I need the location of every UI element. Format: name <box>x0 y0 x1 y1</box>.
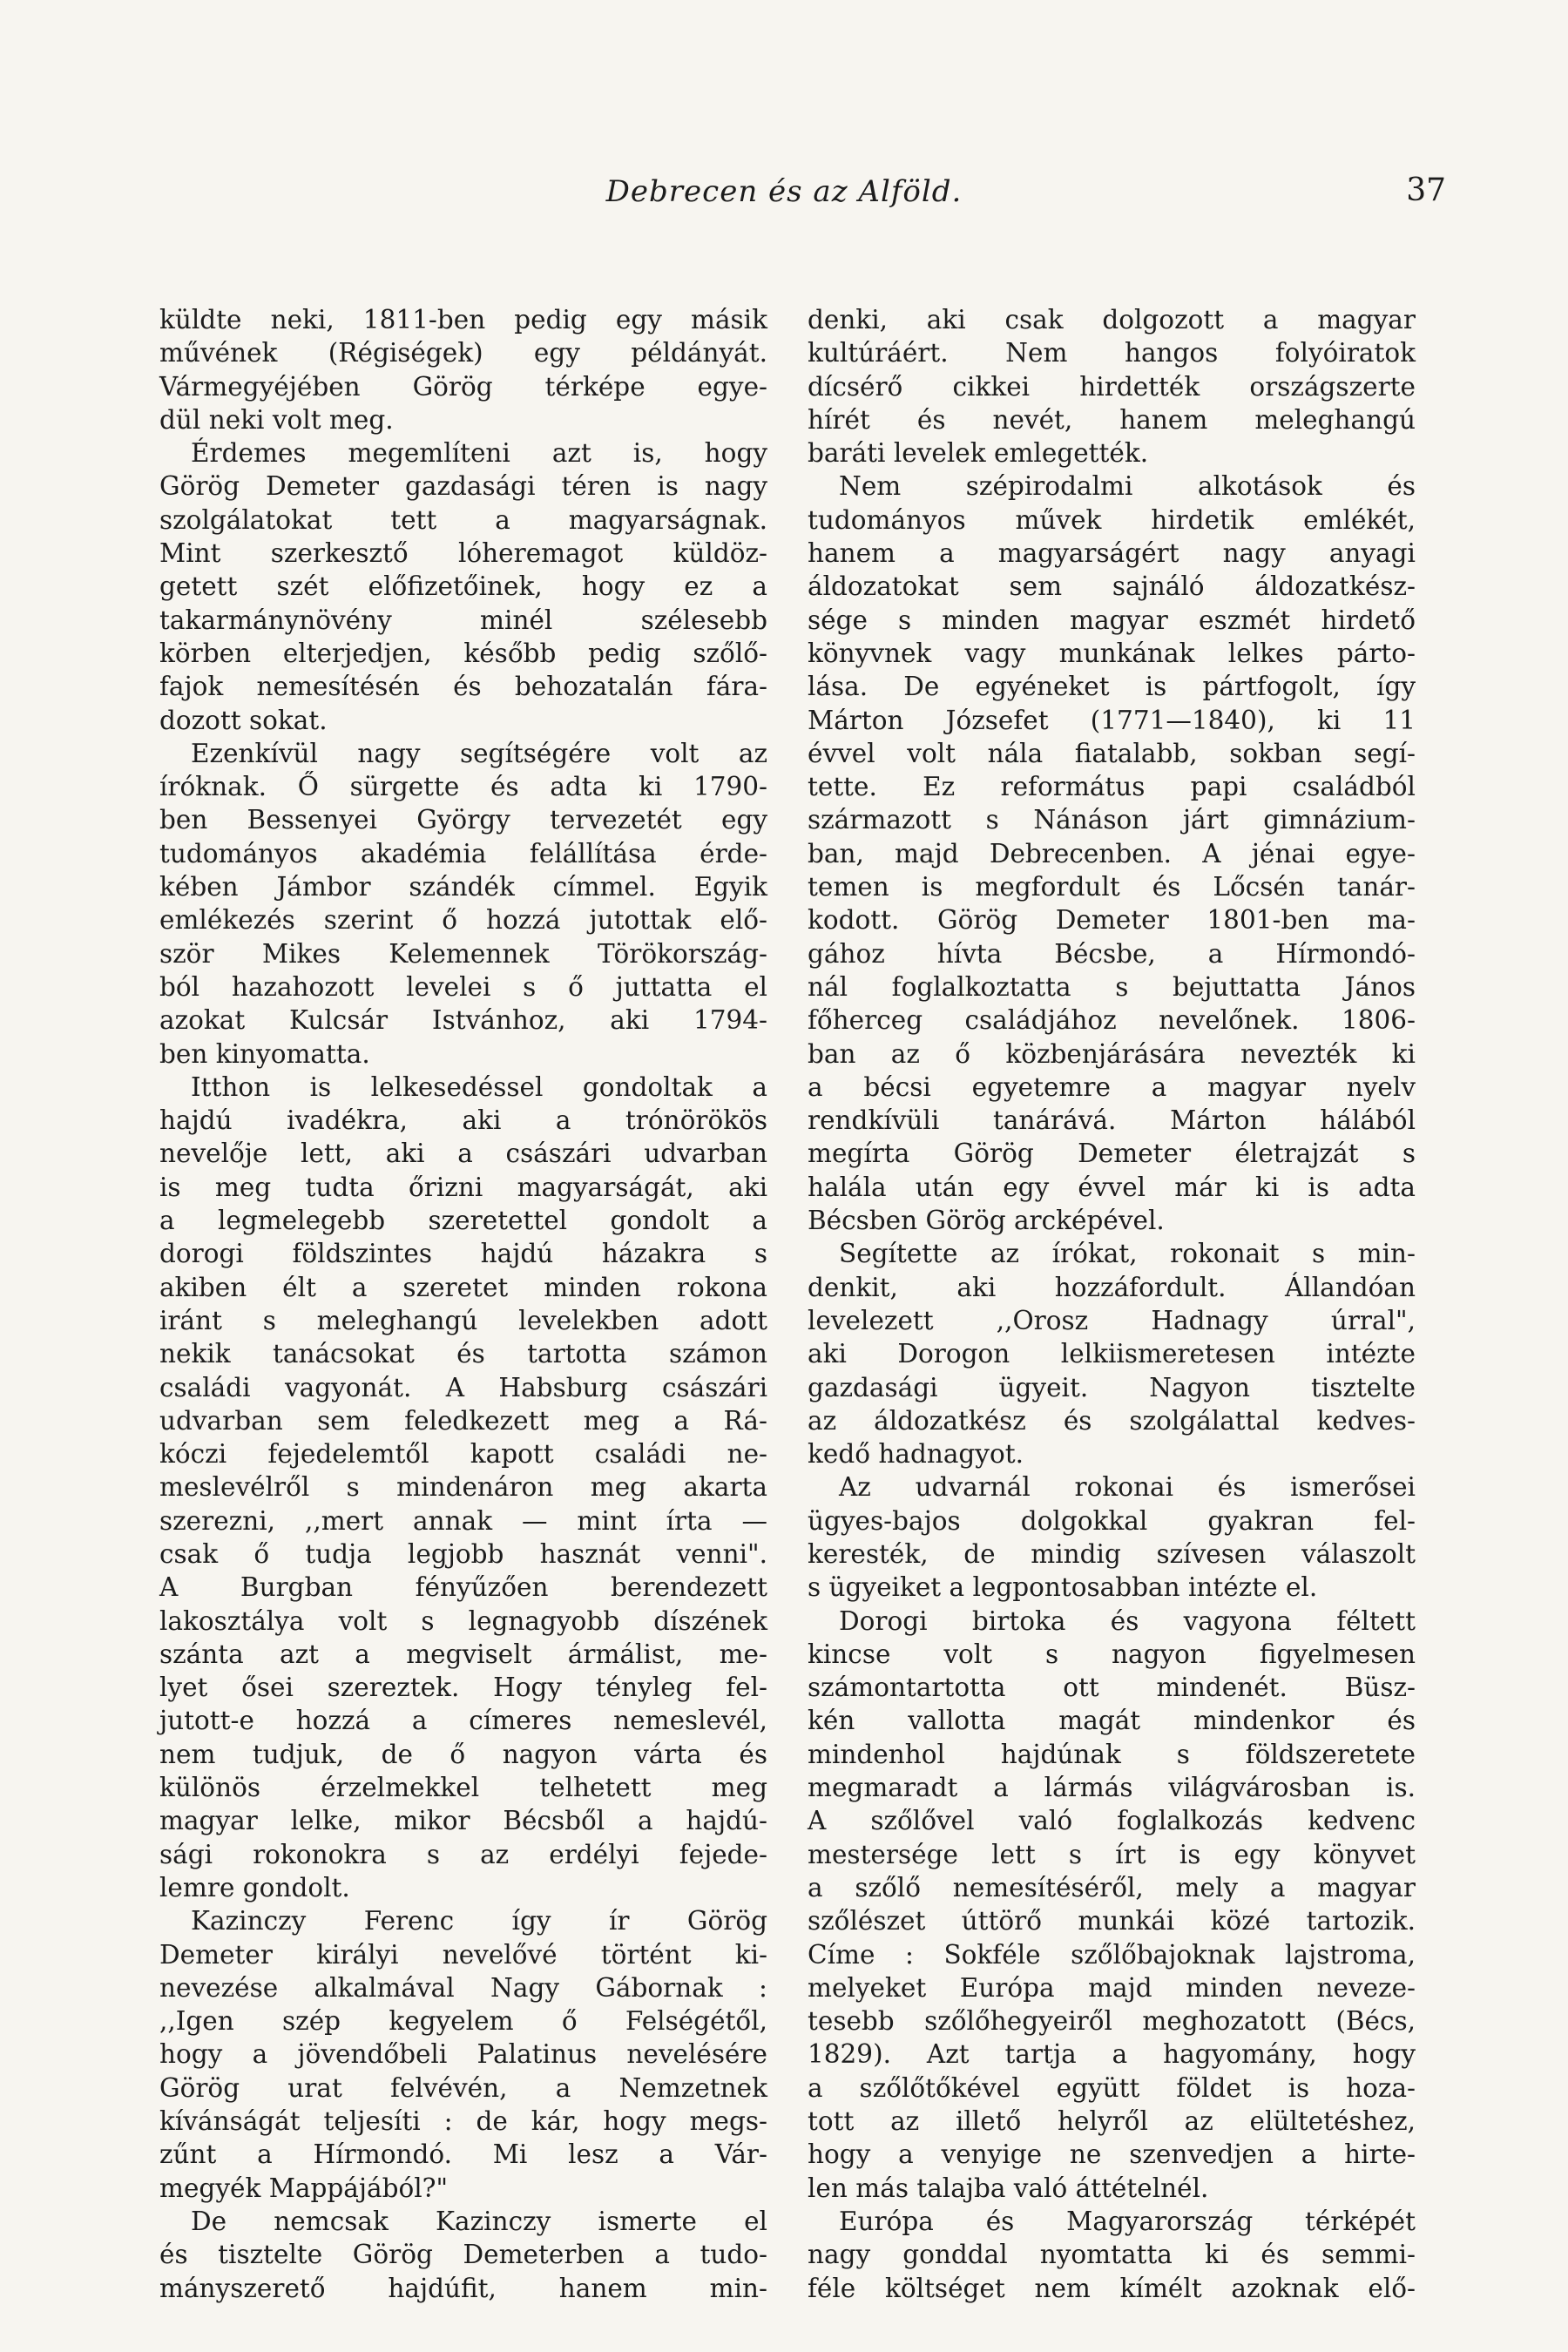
text-line: áldozatokat sem sajnáló áldozatkész- <box>808 571 1416 602</box>
text-line: takarmánynövény minél szélesebb <box>159 605 767 635</box>
page-number: 37 <box>1406 172 1446 208</box>
text-line: és tisztelte Görög Demeterben a tudo- <box>159 2240 767 2270</box>
text-line: magyar lelke, mikor Bécsből a hajdú- <box>159 1806 767 1836</box>
text-line: Bécsben Görög arcképével. <box>808 1206 1165 1236</box>
text-line: különös érzelmekkel telhetett meg <box>159 1773 767 1803</box>
text-line: ször Mikes Kelemennek Törökország- <box>159 938 767 969</box>
text-line: hogy a venyige ne szenvedjen a hirte- <box>808 2139 1416 2170</box>
text-line: szőlészet úttörő munkái közé tartozik. <box>808 1906 1416 1936</box>
text-line: A szőlővel való foglalkozás kedvenc <box>808 1806 1416 1836</box>
text-line: kén vallotta magát mindenkor és <box>808 1706 1416 1736</box>
text-line: is meg tudta őrizni magyarságát, aki <box>159 1172 767 1202</box>
text-line: Dorogi birtoka és vagyona féltett <box>839 1605 1416 1636</box>
text-line: nál foglalkoztatta s bejuttatta János <box>808 971 1416 1002</box>
text-line: Vármegyéjében Görög térképe egye- <box>159 371 767 402</box>
text-line: tudományos művek hirdetik emlékét, <box>808 504 1416 535</box>
text-line: Itthon is lelkesedéssel gondoltak a <box>191 1071 767 1102</box>
text-line: Kazinczy Ferenc így ír Görög <box>191 1906 767 1936</box>
text-line: kincse volt s nagyon figyelmesen <box>808 1639 1416 1669</box>
text-line: megmaradt a lármás világvárosban is. <box>808 1773 1416 1803</box>
text-line: jutott-e hozzá a címeres nemeslevél, <box>159 1706 767 1736</box>
text-line: udvarban sem feledkezett meg a Rá- <box>159 1405 767 1436</box>
text-line: s ügyeiket a legpontosabban intézte el. <box>808 1572 1318 1603</box>
text-line: Görög Demeter gazdasági téren is nagy <box>159 471 767 502</box>
text-line: meslevélről s mindenáron meg akarta <box>159 1472 767 1503</box>
text-line: ból hazahozott levelei s ő juttatta el <box>159 971 767 1002</box>
text-line: az áldozatkész és szolgálattal kedves- <box>808 1405 1416 1436</box>
text-line: tudományos akadémia felállítása érde- <box>159 838 767 868</box>
text-line: baráti levelek emlegették. <box>808 438 1149 469</box>
text-line: csak ő tudja legjobb hasznát venni". <box>159 1538 767 1569</box>
text-line: kívánságát teljesíti : de kár, hogy megs- <box>159 2106 767 2137</box>
text-line: számontartotta ott mindenét. Büsz- <box>808 1673 1416 1703</box>
text-line: körben elterjedjen, később pedig szőlő- <box>159 638 767 668</box>
text-line: ban, majd Debrecenben. A jénai egye- <box>808 838 1416 868</box>
text-line: lemre gondolt. <box>159 1872 350 1903</box>
text-line: nevezése alkalmával Nagy Gábornak : <box>159 1972 767 2003</box>
text-line: családi vagyonát. A Habsburg császári <box>159 1372 767 1402</box>
text-line: kodott. Görög Demeter 1801-ben ma- <box>808 905 1416 936</box>
text-line: küldte neki, 1811-ben pedig egy másik <box>159 305 767 335</box>
text-line: temen is megfordult és Lőcsén tanár- <box>808 872 1416 902</box>
text-line: megyék Mappájából?" <box>159 2173 449 2203</box>
text-line: a szőlő nemesítéséről, mely a magyar <box>808 1872 1416 1903</box>
text-line: fajok nemesítésén és behozatalán fára- <box>159 672 767 702</box>
text-line: hajdú ivadékra, aki a trónörökös <box>159 1105 767 1136</box>
text-line: lakosztálya volt s legnagyobb díszének <box>159 1605 767 1636</box>
text-line: Az udvarnál rokonai és ismerősei <box>839 1472 1416 1503</box>
text-line: sége s minden magyar eszmét hirdető <box>808 605 1416 635</box>
text-line: getett szét előfizetőinek, hogy ez a <box>159 571 767 602</box>
text-line: nekik tanácsokat és tartotta számon <box>159 1339 767 1369</box>
text-line: gához hívta Bécsbe, a Hírmondó- <box>808 938 1416 969</box>
text-line: tette. Ez református papi családból <box>808 772 1416 802</box>
text-line: Márton Józsefet (1771—1840), ki 11 <box>808 705 1416 735</box>
text-line: évvel volt nála fiatalabb, sokban segí- <box>808 738 1416 768</box>
running-header: Debrecen és az Alföld. <box>605 174 963 209</box>
text-line: hanem a magyarságért nagy anyagi <box>808 538 1416 569</box>
text-line: azokat Kulcsár Istvánhoz, aki 1794- <box>159 1005 767 1036</box>
text-line: rendkívüli tanárává. Márton hálából <box>808 1105 1416 1136</box>
text-line: nevelője lett, aki a császári udvarban <box>159 1139 767 1169</box>
text-line: ban az ő közbenjárására nevezték ki <box>808 1038 1416 1069</box>
text-line: denki, aki csak dolgozott a magyar <box>808 305 1416 335</box>
text-line: a legmelegebb szeretettel gondolt a <box>159 1206 767 1236</box>
text-line: ,,Igen szép kegyelem ő Felségétől, <box>159 2006 767 2037</box>
text-line: lása. De egyéneket is pártfogolt, így <box>808 672 1416 702</box>
text-line: kedő hadnagyot. <box>808 1439 1024 1470</box>
text-line: lyet ősei szereztek. Hogy tényleg fel- <box>159 1673 767 1703</box>
text-line: származott s Nánáson járt gimnázium- <box>808 805 1416 835</box>
text-line: keresték, de mindig szívesen válaszolt <box>808 1538 1416 1569</box>
text-line: nagy gonddal nyomtatta ki és semmi- <box>808 2240 1416 2270</box>
text-line: dozott sokat. <box>159 705 328 735</box>
text-line: szolgálatokat tett a magyarságnak. <box>159 504 767 535</box>
text-line: dorogi földszintes hajdú házakra s <box>159 1239 767 1269</box>
text-line: dül neki volt meg. <box>159 404 394 435</box>
text-line: Demeter királyi nevelővé történt ki- <box>159 1939 767 1970</box>
text-line: ügyes-bajos dolgokkal gyakran fel- <box>808 1505 1416 1536</box>
text-line: 1829). Azt tartja a hagyomány, hogy <box>808 2039 1416 2070</box>
text-line: melyeket Európa majd minden neveze- <box>808 1972 1416 2003</box>
text-line: Görög urat felvévén, a Nemzetnek <box>159 2072 767 2103</box>
text-line: művének (Régiségek) egy példányát. <box>159 338 767 368</box>
text-line: zűnt a Hírmondó. Mi lesz a Vár- <box>159 2139 767 2170</box>
text-line: A Burgban fényűzően berendezett <box>159 1572 767 1603</box>
text-line: a szőlőtőkével együtt földet is hoza- <box>808 2072 1416 2103</box>
text-line: tott az illető helyről az elültetéshez, <box>808 2106 1416 2137</box>
text-line: szerezni, ,,mert annak — mint írta — <box>159 1505 767 1536</box>
text-line: Segítette az írókat, rokonait s min- <box>839 1239 1416 1269</box>
left-text-column <box>159 303 767 2305</box>
text-line: emlékezés szerint ő hozzá jutottak elő- <box>159 905 767 936</box>
text-line: halála után egy évvel már ki is adta <box>808 1172 1416 1202</box>
text-line: kében Jámbor szándék címmel. Egyik <box>159 872 767 902</box>
text-line: a bécsi egyetemre a magyar nyelv <box>808 1071 1416 1102</box>
text-line: ben Bessenyei György tervezetét egy <box>159 805 767 835</box>
text-line: tesebb szőlőhegyeiről meghozatott (Bécs, <box>808 2006 1416 2037</box>
text-line: Mint szerkesztő lóheremagot küldöz- <box>159 538 767 569</box>
text-line: íróknak. Ő sürgette és adta ki 1790- <box>159 772 767 802</box>
text-line: akiben élt a szeretet minden rokona <box>159 1272 767 1302</box>
text-line: könyvnek vagy munkának lelkes párto- <box>808 638 1416 668</box>
text-line: hírét és nevét, hanem meleghangú <box>808 404 1416 435</box>
text-line: levelezett ,,Orosz Hadnagy úrral", <box>808 1305 1416 1335</box>
text-line: Ezenkívül nagy segítségére volt az <box>191 738 767 768</box>
right-text-column <box>808 303 1416 2305</box>
text-line: mestersége lett s írt is egy könyvet <box>808 1839 1416 1869</box>
text-line: aki Dorogon lelkiismeretesen intézte <box>808 1339 1416 1369</box>
text-line: sági rokonokra s az erdélyi fejede- <box>159 1839 767 1869</box>
text-line: Érdemes megemlíteni azt is, hogy <box>191 438 767 469</box>
text-line: nem tudjuk, de ő nagyon várta és <box>159 1739 767 1769</box>
text-line: Nem szépirodalmi alkotások és <box>839 471 1416 502</box>
text-line: kóczi fejedelemtől kapott családi ne- <box>159 1439 767 1470</box>
text-line: ben kinyomatta. <box>159 1038 370 1069</box>
text-line: kultúráért. Nem hangos folyóiratok <box>808 338 1416 368</box>
text-line: dícsérő cikkei hirdették országszerte <box>808 371 1416 402</box>
text-line: len más talajba való áttételnél. <box>808 2173 1209 2203</box>
text-line: De nemcsak Kazinczy ismerte el <box>191 2206 767 2236</box>
text-line: denkit, aki hozzáfordult. Állandóan <box>808 1272 1416 1302</box>
text-line: mányszerető hajdúfit, hanem min- <box>159 2273 767 2303</box>
text-line: főherceg családjához nevelőnek. 1806- <box>808 1005 1416 1036</box>
text-line: féle költséget nem kímélt azoknak elő- <box>808 2273 1416 2303</box>
text-line: hogy a jövendőbeli Palatinus nevelésére <box>159 2039 767 2070</box>
text-line: Európa és Magyarország térképét <box>839 2206 1416 2236</box>
text-line: mindenhol hajdúnak s földszeretete <box>808 1739 1416 1769</box>
text-line: megírta Görög Demeter életrajzát s <box>808 1139 1416 1169</box>
text-line: gazdasági ügyeit. Nagyon tisztelte <box>808 1372 1416 1402</box>
text-line: iránt s meleghangú levelekben adott <box>159 1305 767 1335</box>
text-line: Címe : Sokféle szőlőbajoknak lajstroma, <box>808 1939 1416 1970</box>
text-line: szánta azt a megviselt ármálist, me- <box>159 1639 767 1669</box>
